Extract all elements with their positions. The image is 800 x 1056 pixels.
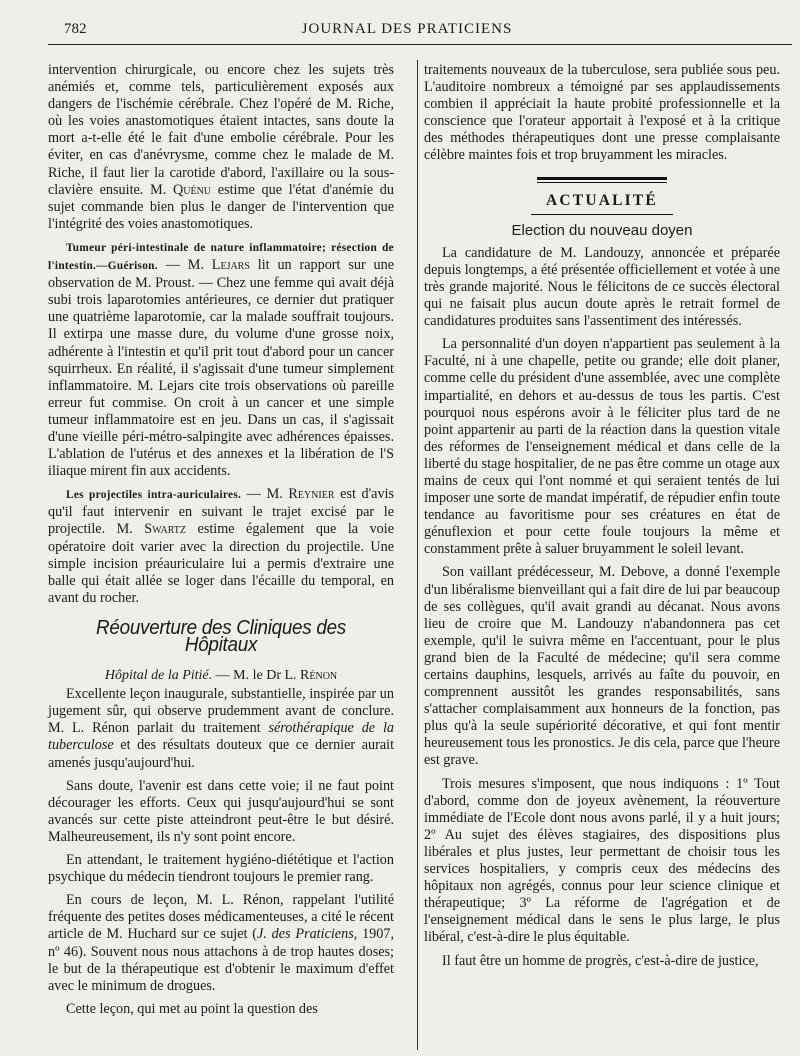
author-name: Quénu bbox=[173, 181, 212, 198]
rubric-rule bbox=[531, 214, 673, 215]
author-name: Reynier bbox=[288, 486, 335, 503]
header-rule bbox=[48, 44, 792, 45]
paragraph-lecon: Excellente leçon inaugurale, substantielle, inspirée par un jugement sûr, qui observe prudemment avant de conclure. M. L. Rénon parlait du traitement sérothérapique de la tuberculose et des résultats douteux que ce dernier aurait amenés jusqu'aujourd'hui. bbox=[48, 686, 395, 771]
column-divider bbox=[417, 60, 418, 1050]
paragraph-doses: En cours de leçon, M. L. Rénon, rappelant l'utilité fréquente des petites doses médicamenteuses, a cité le récent article de M. Huchard sur ce sujet (J. des Praticiens, 1907, nº 46). Souvent nous nous attachons à de trop hautes doses; le but de la thérapeutique est d'obtenir le maximum d'effet avec le minimum de drogues. bbox=[48, 892, 395, 994]
paragraph-predecesseur: Son vaillant prédécesseur, M. Debove, a donné l'exemple d'un libéralisme bienveillant qui a fait dire de lui par beaucoup de ses collègues, qu'il avait grandi au décanat. Nous avons lieu de croire que M. Landouzy n'abandonnera pas cet exemple, qu'il le suivra même en l'accentuant, pour le plus grand bien de la Faculté de médecine; qu'il sera comme certains dauphins, lesquels, arrivés au faîte du pouvoir, en comprennent aussitôt les grandes responsabilités, sans s'attacher complaisamment aux honneurs de la fonction, pas plus qu'à la seule supériorité décorative, et qui font mentir heureusement tous les pronostics. Je dis cela, parce que l'heure est grave. bbox=[424, 564, 780, 769]
paragraph-candidature: La candidature de M. Landouzy, annoncée et préparée depuis longtemps, a été présentée officiellement et votée à une très grande majorité. Nous le félicitons de ce succès électoral qui ne faisait plus aucun doute après le retrait formel de candidatures produites sans l'assentiment des intéressés. bbox=[424, 244, 780, 330]
paragraph-personnalite: La personnalité d'un doyen n'appartient pas seulement à la Faculté, ni à une chapelle, petite ou grande; elle doit planer, comme celle du président d'une assemblée, avec une complète impartialité, en dehors et au-dessus de tous les partis. C'est pourquoi nous espérons avoir à le féliciter plus tard de ne point appartenir au parti de la réaction dans la question vitale des réformes de l'enseignement médical et dans celle de la liberté du stage hospitalier, de ne pas être comme un otage aux mains de ceux qui l'ont nommé et qui seraient tentés de lui imposer une sorte de mandat impératif, de répudier enfin toute tendance au favoritisme pour ses créatures en état de génuflexion et pour cette foule toujours la même et constamment prête à saluer bruyamment le soleil levant. bbox=[424, 336, 780, 558]
rubric-heading: ACTUALITÉ bbox=[546, 191, 658, 209]
paragraph-avenir: Sans doute, l'avenir est dans cette voie; il ne faut point décourager les efforts. Ceux qui jusqu'aujourd'hui se sont avancés sur cette piste atteindront peut-être le but désiré. Malheureusement, ils n'y sont point encore. bbox=[48, 777, 394, 845]
paragraph-tumeur: Tumeur péri-intestinale de nature inflammatoire; résection de l'intestin.—Guérison. — M. Lejars lit un rapport sur une observation de M. Proust. — Chez une femme qui avait déjà subi trois laparotomies antérieures, ce dernier dut pratiquer une quatrième laparotomie, car la malade souffrait toujours. Il extirpa une masse dure, du volume d'une grosse noix, adhérente à l'intestin et qu'il prit tout d'abord pour un cancer squirrheux. En réalité, il s'agissait d'une tumeur simplement inflammatoire. M. Lejars cite trois observations où pareille erreur fut commise. On croit à un cancer et une simple tumeur inflammatoire est en jeu. Dans un cas, il s'agissait d'une vieille péri-métro-salpingite avec adhérences épaisses. L'ablation de l'utérus et des annexes et la libération de l'S iliaque mirent fin aux accidents. bbox=[48, 241, 395, 480]
article-title: Election du nouveau doyen bbox=[511, 221, 693, 239]
paragraph-traitements: traitements nouveaux de la tuberculose, sera publiée sous peu. L'auditoire nombreux a témoigné par ses applaudissements combien il appréciait la haute probité professionnelle et la conscience que l'orateur apportait à l'exposé et à la critique des méthodes thérapeutiques dont une presse complaisante célèbre maintes fois et trop bruyamment les miracles. bbox=[424, 62, 780, 164]
author-name: Rénon bbox=[300, 668, 338, 684]
paragraph-mesures: Trois mesures s'imposent, que nous indiquons : 1º Tout d'abord, comme don de joyeux avènement, la réouverture immédiate de l'Ecole dont nous avons parlé, il y a huit jours; 2º Au sujet des élèves stagiaires, des dispositions plus libérales et plus justes, leur permettant de choisir tous les services hospitaliers, y compris ceux des médecins des hôpitaux non agrégés, connus pour leur science clinique et thérapeutique; 3º La réforme de l'agrégation et de l'enseignement médical dans le sens le plus large, le plus libéral, c'est-à-dire le plus équitable. bbox=[424, 775, 780, 946]
author-name: Lejars bbox=[211, 257, 250, 274]
paragraph-carotid: intervention chirurgicale, ou encore chez les sujets très anémiés et, comme tels, particulièrement exposés aux dangers de l'ischémie cérébrale. Chez l'opéré de M. Riche, où les voies anastomotiques étaient intactes, sans doute la mort a-t-elle été le fait d'une embolie cérébrale. Pour les éviter, en cas d'anévrysme, comme chez le malade de M. Riche, il faut lier la carotide d'abord, l'axillaire ou la sous-clavière ensuite. M. Quénu estime que l'état d'anémie du sujet commande bien plus le danger de l'intervention que l'intégrité des voies anastomotiques. bbox=[48, 62, 394, 232]
double-rule bbox=[537, 177, 667, 183]
page-number: 782 bbox=[64, 21, 87, 37]
page-header bbox=[40, 16, 774, 42]
journal-title: JOURNAL DES PRATICIENS bbox=[301, 21, 513, 37]
paragraph-attendant: En attendant, le traitement hygiéno-diététique et l'action psychique du médecin tiendront toujours le premier rang. bbox=[48, 852, 394, 886]
right-column bbox=[424, 62, 780, 970]
paragraph-progres: Il faut être un homme de progrès, c'est-à-dire de justice, bbox=[442, 952, 759, 969]
section-title: Réouverture des Cliniques des Hôpitaux bbox=[96, 615, 346, 656]
author-name: Swartz bbox=[144, 521, 187, 538]
paragraph-projectiles: Les projectiles intra-auriculaires. — M. Reynier est d'avis qu'il faut intervenir en suivant le trajet excisé par le projectile. M. Swartz estime également que la voie opératoire doit varier avec la direction du projectile. Une simple incision préauriculaire lui a permis d'extraire une balle qui était allée se loger dans l'écaille du temporal, en avant du rocher. bbox=[48, 486, 395, 606]
section-subhead: Hôpital de la Pitié. — M. le Dr L. Rénon bbox=[104, 668, 338, 684]
paragraph-cette-lecon: Cette leçon, qui met au point la question des bbox=[66, 1000, 318, 1017]
paragraph-lead: Les projectiles intra-auriculaires. bbox=[66, 489, 242, 502]
left-column bbox=[48, 62, 394, 1018]
paragraph-lead: Tumeur péri-intestinale de nature inflammatoire; résection de l'intestin.—Guérison. bbox=[48, 241, 394, 273]
